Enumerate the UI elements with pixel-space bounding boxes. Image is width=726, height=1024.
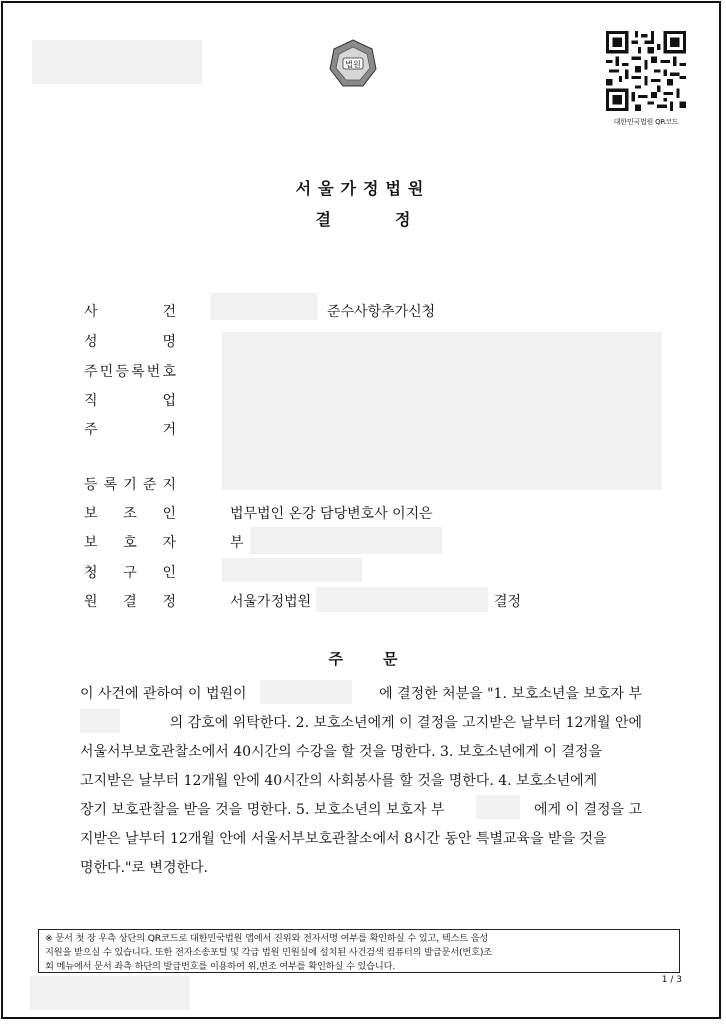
redacted-issue-number	[32, 40, 202, 84]
label-name: 성 명	[84, 334, 176, 350]
label-case: 사 건	[84, 304, 176, 320]
order-line-1: 이 사건에 관하여 이 법원이 에 결정한 처분을 "1. 보호소년을 보호자 부	[80, 686, 642, 702]
label-original: 원 결 정	[84, 594, 176, 610]
label-assistant: 보 조 인	[84, 506, 176, 522]
label-address: 주 거	[84, 422, 176, 438]
order-line-2: 의 감호에 위탁한다. 2. 보호소년에게 이 결정을 고지받은 날부터 12개월 안에	[169, 715, 642, 731]
notice-line: 회 메뉴에서 문서 좌측 하단의 발급번호를 이용하여 위,변조 여부를 확인하실 수 있습니다.	[45, 961, 396, 972]
redacted-personal-info	[222, 332, 662, 490]
guardian-value: 부	[230, 535, 244, 551]
case-value: 준수사항추가신청	[327, 304, 436, 320]
original-decision-court: 서울가정법원	[230, 594, 312, 610]
order-title: 주문	[328, 650, 438, 668]
notice-line: ※ 문서 첫 장 우측 상단의 QR코드로 대한민국법원 앱에서 진위와 전자서명 여부를 확인하실 수 있고, 텍스트 음성	[45, 933, 489, 944]
redacted-case-number	[210, 293, 318, 320]
page-number: 1 / 3	[661, 975, 682, 985]
notice-line: 지원을 받으실 수 있습니다. 또한 전자소송포털 및 각급 법원 민원실에 설치된 사건검색 컴퓨터의 발급문서(번호)조	[45, 947, 493, 958]
label-claimant: 청 구 인	[84, 565, 176, 581]
qr-caption: 대한민국법원 QR코드	[613, 118, 679, 126]
order-line-6: 지받은 날부터 12개월 안에 서울서부보호관찰소에서 8시간 동안 특별교육을 받을 것을	[80, 831, 607, 847]
verification-notice	[38, 929, 680, 973]
label-rrn: 주 민 등 록 번 호	[84, 364, 176, 380]
original-decision-suffix: 결정	[494, 594, 522, 610]
seal-text: 법원	[345, 60, 361, 69]
document-title: 결정	[315, 210, 475, 229]
qr-code-icon[interactable]	[606, 31, 686, 111]
court-seal-icon	[328, 38, 378, 90]
order-line-7: 명한다."로 변경한다.	[80, 860, 208, 876]
assistant-value: 법무법인 온강 담당변호사 이지은	[230, 506, 433, 522]
court-name: 서울가정법원	[295, 179, 431, 198]
label-guardian: 보 호 자	[84, 535, 176, 551]
label-job: 직 업	[84, 393, 176, 409]
redacted-issue-code	[30, 976, 190, 1010]
redacted-claimant	[222, 558, 362, 582]
label-registry: 등 록 기 준 지	[84, 477, 176, 493]
order-line-5: 장기 보호관찰을 받을 것을 명한다. 5. 보호소년의 보호자 부 에게 이 결정을 고	[80, 802, 642, 818]
order-line-4: 고지받은 날부터 12개월 안에 40시간의 사회봉사를 할 것을 명한다. 4. 보호소년에게	[80, 773, 598, 789]
order-line-3: 서울서부보호관찰소에서 40시간의 수강을 할 것을 명한다. 3. 보호소년에게 이 결정을	[80, 744, 602, 760]
redacted-guardian-name	[250, 527, 442, 554]
redacted-original-case	[316, 587, 488, 612]
